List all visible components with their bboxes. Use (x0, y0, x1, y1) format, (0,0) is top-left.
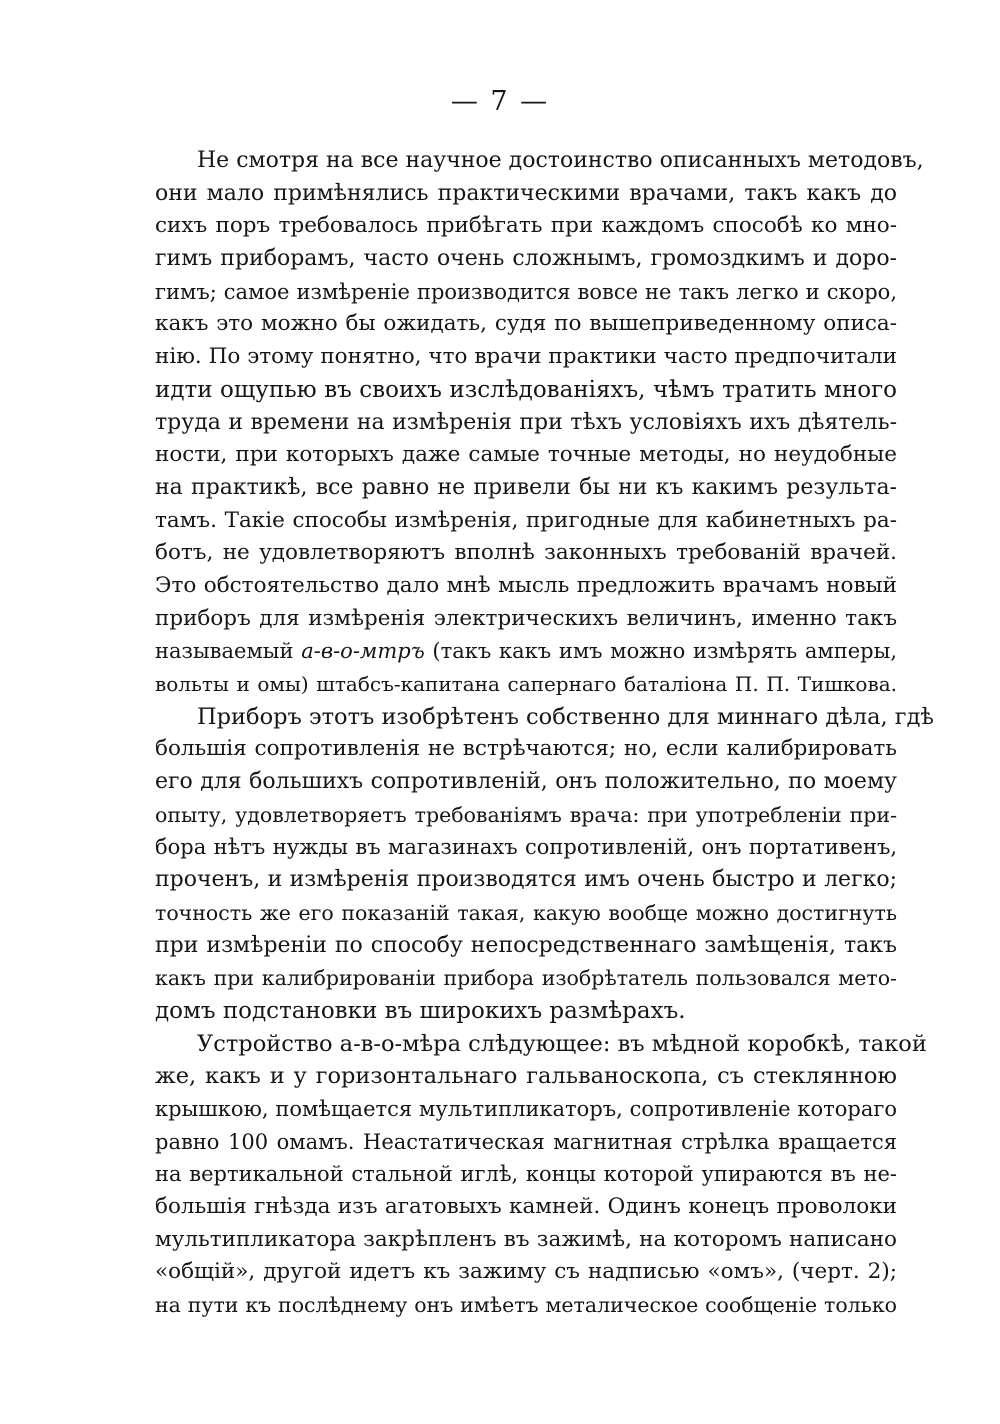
paragraph-1 (155, 145, 924, 701)
text-line: Устройство а-в-о-мѣра слѣдующее: въ мѣдной коробкѣ, такой (197, 1030, 927, 1057)
text-line: крышкою, помѣщается мультипликаторъ, сопротивленіе котораго (155, 1096, 897, 1121)
text-body (155, 145, 934, 1322)
text-line: ности, при которыхъ даже самые точные методы, но неудобные (155, 442, 897, 468)
text-line: на вертикальной стальной иглѣ, концы которой упираются въ не- (155, 1162, 897, 1187)
text-line: какъ при калибрированіи прибора изобрѣтатель пользовался мето- (155, 966, 897, 991)
text-line: сихъ поръ требовалось прибѣгать при каждомъ способѣ ко мно- (155, 213, 897, 239)
text-line: ботъ, не удовлетворяютъ вполнѣ законныхъ требованій врачей. (155, 540, 897, 566)
text-line: большія сопротивленія не встрѣчаются; но, если калибрировать (155, 736, 897, 762)
paragraph-3 (155, 1028, 927, 1322)
text-line: проченъ, и измѣренія производятся имъ очень быстро и легко; (155, 867, 897, 893)
text-fragment: (такъ какъ имъ можно измѣрять амперы, (424, 639, 897, 664)
text-line: нію. По этому понятно, что врачи практики часто предпочитали (155, 344, 897, 370)
text-line: гимъ приборамъ, часто очень сложнымъ, громоздкимъ и доро- (155, 246, 897, 272)
text-line: Не смотря на все научное достоинство описанныхъ методовъ, (197, 148, 924, 173)
text-line: точность же его показаній такая, какую вообще можно достигнуть (155, 900, 897, 925)
text-line: какъ это можно бы ожидать, судя по вышеприведенному описа- (155, 311, 897, 337)
text-line: опыту, удовлетворяетъ требованіямъ врача: при употребленіи при- (155, 802, 897, 827)
text-line: домъ подстановки въ широкихъ размѣрахъ. (155, 997, 686, 1024)
text-line: большія гнѣзда изъ агатовыхъ камней. Одинъ конецъ проволоки (155, 1194, 897, 1219)
text-line: они мало примѣнялись практическими врачами, такъ какъ до (155, 180, 897, 206)
text-line: тамъ. Такіе способы измѣренія, пригодные для кабинетныхъ ра- (155, 507, 897, 533)
text-line: «общій», другой идетъ къ зажиму съ надписью «омъ», (черт. 2); (155, 1259, 897, 1285)
text-line: бора нѣтъ нужды въ магазинахъ сопротивленій, онъ портативенъ, (155, 835, 897, 860)
text-line: труда и времени на измѣренія при тѣхъ условіяхъ ихъ дѣятель- (155, 409, 897, 435)
text-line: его для большихъ сопротивленій, онъ положительно, по моему (155, 769, 897, 795)
paragraph-2 (155, 701, 934, 1028)
text-line: Приборъ этотъ изобрѣтенъ собственно для миннаго дѣла, гдѣ (197, 703, 934, 730)
text-line: вольты и омы) штабсъ-капитана сапернаго баталіона П. П. Тишкова. (155, 672, 897, 696)
text-fragment: называемый (155, 639, 302, 664)
text-line: Это обстоятельство дало мнѣ мысль предложить врачамъ новый (155, 572, 897, 598)
page-number: — 7 — (450, 86, 550, 117)
text-line: же, какъ и у горизонтальнаго гальваноскопа, съ стеклянною (155, 1063, 897, 1090)
text-line: приборъ для измѣренія электрическихъ величинъ, именно такъ (155, 605, 897, 631)
text-line: на практикѣ, все равно не привели бы ни къ какимъ результа- (155, 474, 897, 500)
text-line: мультипликатора закрѣпленъ въ зажимѣ, на которомъ написано (155, 1226, 897, 1252)
text-line: на пути къ послѣднему онъ имѣетъ металическое сообщеніе только (155, 1293, 897, 1318)
text-line-with-italic-term (155, 635, 897, 668)
text-line: гимъ; самое измѣреніе производится вовсе не такъ легко и скоро, (155, 279, 897, 304)
text-line: при измѣреніи по способу непосредственнаго замѣщенія, такъ (155, 932, 897, 958)
text-line: идти ощупью въ своихъ изслѣдованіяхъ, чѣмъ тратить много (155, 376, 897, 403)
text-line: равно 100 омамъ. Неастатическая магнитная стрѣлка вращается (155, 1129, 897, 1154)
italic-term: а-в-о-мтръ (301, 639, 425, 664)
